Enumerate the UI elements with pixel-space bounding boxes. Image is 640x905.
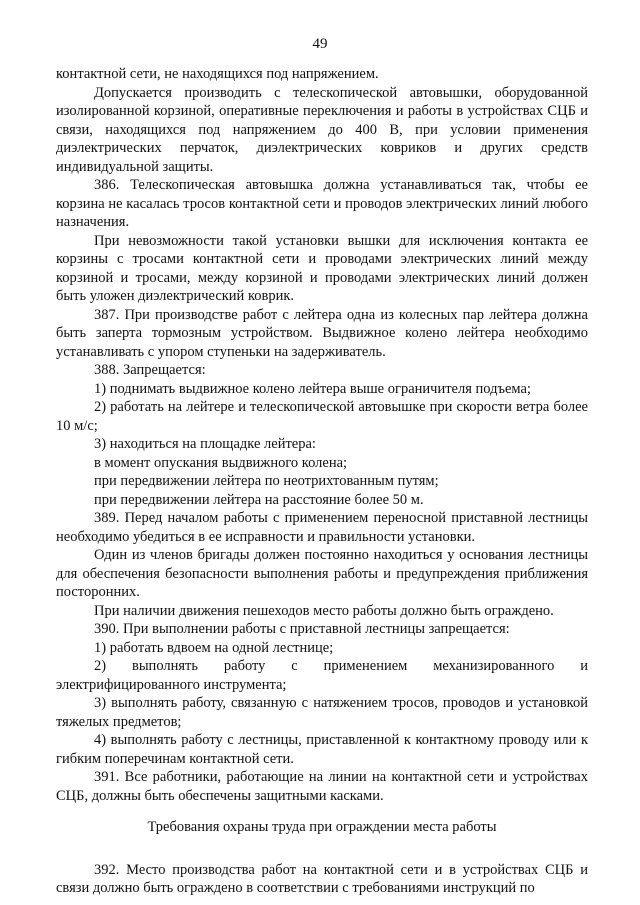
list-item: 2) выполнять работу с применением механизированного и электрифицированного инструмента; <box>56 658 588 693</box>
paragraph-387: 387. При производстве работ с лейтера одна из колесных пар лейтера должна быть заперта тормозным устройством. Выдвижное колено лейтера необходимо устанавливать с упором ступеньки на задерживатель. <box>56 306 588 360</box>
list-item: 3) выполнять работу, связанную с натяжением тросов, проводов и установкой тяжелых предметов; <box>56 695 588 730</box>
paragraph: Допускается производить с телескопической автовышки, оборудованной изолированной корзиной, оперативные переключения и работы в устройствах СЦБ и связи, находящихся под напряжением до 400 В, при условии применения диэлектрических перчаток, диэлектрических ковриков и других средств индивидуальной защиты. <box>56 84 588 175</box>
paragraph-391: 391. Все работники, работающие на линии на контактной сети и устройствах СЦБ, должны быть обеспечены защитными касками. <box>56 769 588 804</box>
paragraph: При наличии движения пешеходов место работы должно быть ограждено. <box>94 602 554 619</box>
paragraph-389: 389. Перед началом работы с применением переносной приставной лестницы необходимо убедиться в ее исправности и правильности установки. <box>56 510 588 545</box>
list-item: при передвижении лейтера по неотрихтованным путям; <box>94 473 439 489</box>
page-number: 49 <box>312 36 328 52</box>
paragraph: При невозможности такой установки вышки для исключения контакта ее корзины с тросами контактной сети и проводами электрических линий между корзиной и тросами, между корзиной и проводами электрических линий должен быть уложен диэлектрический коврик. <box>56 232 588 304</box>
paragraph: контактной сети, не находящихся под напряжением. <box>56 66 379 82</box>
document-body <box>56 65 588 898</box>
list-item: 4) выполнять работу с лестницы, приставленной к контактному проводу или к гибким поперечинам контактной сети. <box>56 732 588 767</box>
paragraph-392: 392. Место производства работ на контактной сети и в устройствах СЦБ и связи должно быть ограждено в соответствии с требованиями инструкций по <box>56 861 588 896</box>
paragraph: Один из членов бригады должен постоянно находиться у основания лестницы для обеспечения безопасности выполнения работы и предупреждения приближения посторонних. <box>56 547 588 600</box>
list-item: в момент опускания выдвижного колена; <box>94 454 348 471</box>
section-heading: Требования охраны труда при ограждении места работы <box>147 819 497 835</box>
list-item: 1) работать вдвоем на одной лестнице; <box>94 639 334 656</box>
list-item: при передвижении лейтера на расстояние более 50 м. <box>94 491 424 508</box>
paragraph-386: 386. Телескопическая автовышка должна устанавливаться так, чтобы ее корзина не касалась тросов контактной сети и проводов электрических линий любого назначения. <box>56 177 588 230</box>
paragraph-388: 388. Запрещается: <box>94 362 206 378</box>
list-item: 1) поднимать выдвижное колено лейтера выше ограничителя подъема; <box>94 380 531 397</box>
list-item: 2) работать на лейтере и телескопической автовышке при скорости ветра более 10 м/с; <box>56 399 588 434</box>
list-item: 3) находиться на площадке лейтера: <box>94 436 316 452</box>
paragraph-390: 390. При выполнении работы с приставной лестницы запрещается: <box>94 621 510 637</box>
